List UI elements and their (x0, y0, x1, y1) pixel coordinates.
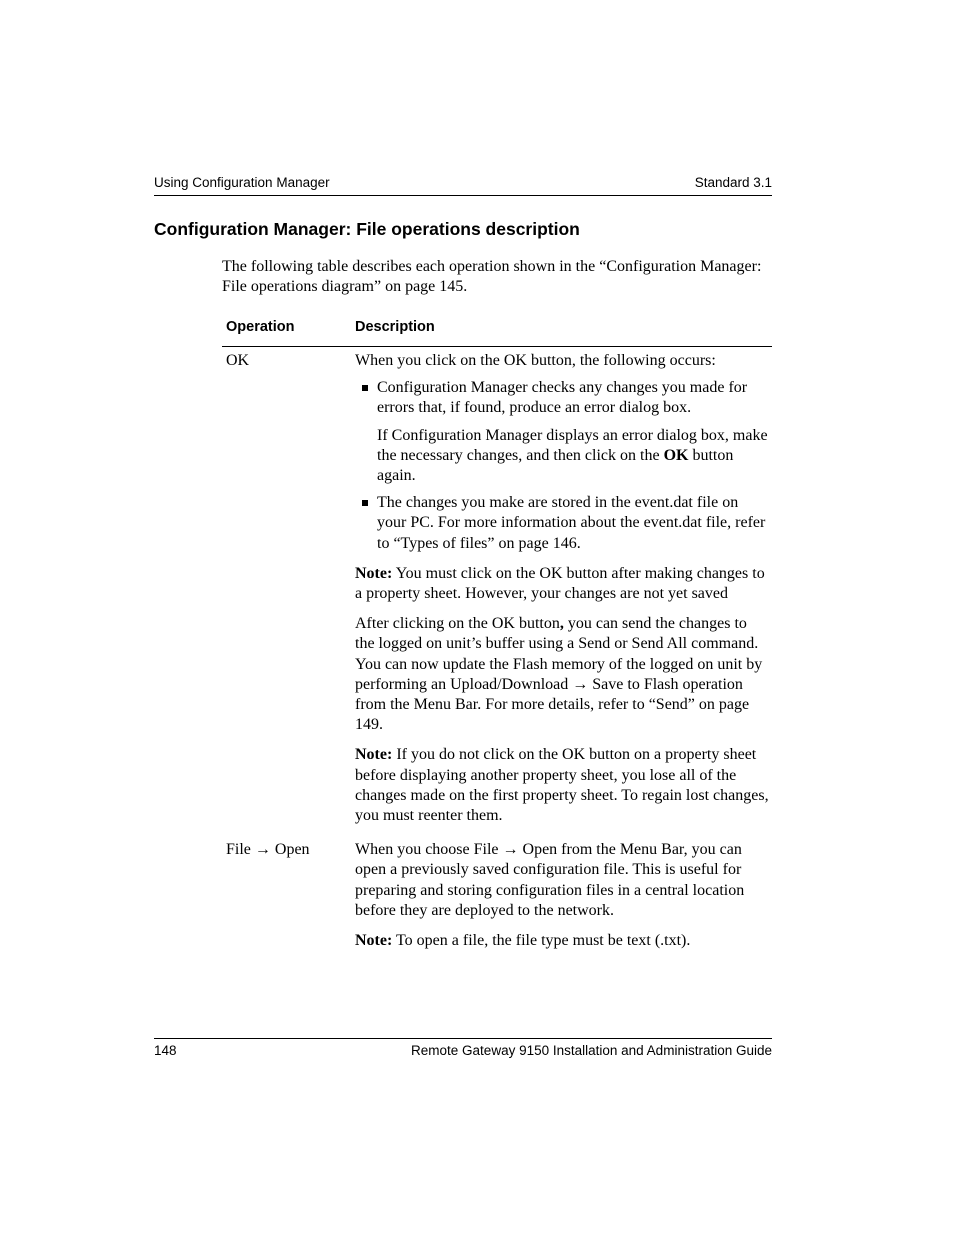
header-chapter: Using Configuration Manager (154, 175, 330, 190)
list-item (355, 378, 769, 486)
after-text: After clicking on the OK button (355, 615, 560, 633)
ok-bullet-1: Configuration Manager checks any changes you made for errors that, if found, produce an error dialog box. (377, 379, 748, 417)
note-label: Note: (355, 932, 393, 950)
ok-bullet-2: The changes you make are stored in the event.dat file on your PC. For more information about the event.dat file, refer to “Types of files” on page 146. (377, 494, 766, 552)
note-text: You must click on the OK button after making changes to a property sheet. However, your changes are not yet saved (355, 564, 765, 603)
section-title: Configuration Manager: File operations description (154, 219, 580, 239)
ok-bold-label: OK (663, 446, 689, 464)
square-bullet-icon (362, 500, 368, 506)
ok-after-paragraph (355, 614, 769, 735)
note-text: If you do not click on the OK button on a property sheet before displaying another property sheet, you lose all of the changes made on the first property sheet. To regain lost changes, you must reenter them. (355, 746, 769, 825)
file-open-description: When you choose File → Open from the Menu Bar, you can open a previously saved configuration file. This is useful for preparing and storing configuration files in a central location before they are deployed to the network. (355, 841, 745, 919)
ok-note-1 (355, 564, 769, 604)
note-label: Note: (355, 746, 393, 764)
footer-guide-title: Remote Gateway 9150 Installation and Administration Guide (411, 1043, 772, 1058)
description-file-open (355, 840, 769, 951)
running-header (154, 174, 772, 196)
square-bullet-icon (362, 385, 368, 391)
table-row-file-open (222, 840, 772, 951)
column-header-description: Description (355, 319, 435, 335)
running-footer (154, 1038, 772, 1061)
ok-bullet-list (355, 378, 769, 554)
followup-text-end: button again. (377, 446, 734, 485)
operation-file-open: File → Open (226, 841, 310, 859)
description-ok (355, 351, 769, 826)
header-version: Standard 3.1 (694, 175, 772, 190)
intro-paragraph: The following table describes each operation shown in the “Configuration Manager: File operations diagram” on page 145. (222, 258, 762, 295)
file-open-note (355, 931, 769, 951)
page-number: 148 (154, 1043, 177, 1058)
ok-lead: When you click on the OK button, the following occurs: (355, 352, 716, 369)
operations-table (222, 316, 772, 961)
operation-ok: OK (226, 352, 250, 369)
table-row-ok (222, 347, 772, 826)
note-text: To open a file, the file type must be text (.txt). (392, 932, 691, 950)
table-header (222, 316, 772, 347)
column-header-operation: Operation (226, 319, 295, 335)
ok-note-2 (355, 745, 769, 826)
followup-text: If Configuration Manager displays an error dialog box, make the necessary changes, and then click on the (377, 426, 768, 464)
note-label: Note: (355, 564, 393, 582)
list-item (355, 493, 769, 554)
after-bold-comma: , (559, 615, 564, 633)
ok-bullet-1-followup (377, 426, 769, 487)
after-text-end: you can send the changes to the logged on unit’s buffer using a Send or Send All command. You can now update the Flash memory of the logged on unit by performing an Upload/Download → Save to Flash operation from the Menu Bar. For more details, refer to “Send” on page 149. (355, 615, 763, 734)
